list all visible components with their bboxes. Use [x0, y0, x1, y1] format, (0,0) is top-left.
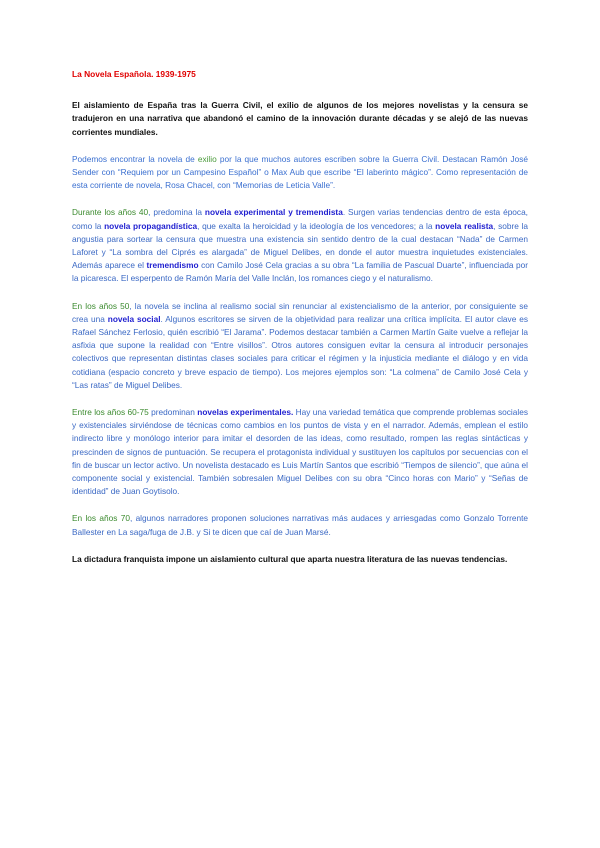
p2-text-b: , predomina la: [148, 207, 205, 218]
p3-text-b: , la novela se inclina al realismo social sin renunciar al existencialismo de la anterior, por consiguiente se crea una: [72, 300, 529, 324]
p2-term-experimental: novela experimental y tremendista: [204, 207, 343, 218]
p4-term-experimentales: novelas experimentales.: [197, 407, 294, 418]
p2-term-propagandistica: novela propagandística: [104, 220, 198, 231]
paragraph-exilio: [72, 153, 528, 193]
paragraph-anos-50: [72, 300, 528, 392]
paragraph-anos-70: [72, 512, 528, 538]
p2-term-tremendismo: tremendismo: [146, 260, 199, 271]
p3-period: En los años 50: [72, 300, 130, 311]
p5-period: En los años 70: [72, 513, 130, 524]
p3-text-d: . Algunos escritores se sirven de la objetividad para realizar una crítica implícita. El autor clave es Rafael Sánchez Ferlosio, quién escribió “El Jarama”. Podemos destacar también a Carmen Martín Gaite vuelve a reflejar la asfixia que supone la realidad con “Entre visillos”. Otros autores consiguen evitar la censura al introducir personajes colectivos que representan distintas clases sociales para criticar el régimen y la injusticia mediante el diálogo y en vida cotidiana (espacio concreto y breve espacio de tiempo). Los mejores ejemplos son: “La colmena” de Camilo José Cela y “Las ratas” de Miguel Delibes.: [72, 313, 528, 390]
paragraph-anos-40: [72, 206, 528, 285]
p1-text-c: por la que muchos autores escriben sobre la Guerra Civil. Destacan Ramón José Sender con “Requiem por un Campesino Español” o Max Aub que escribe “El laberinto mágico”. Como representación de esta corriente de novela, Rosa Chacel, con “Memorias de Leticia Valle”.: [72, 153, 528, 191]
p2-text-f: , que exalta la heroicidad y la ideología de los vencedores; a la: [197, 220, 436, 231]
p2-text-h: , sobre la angustia para sortear la censura que muestra una existencia sin sentido dentro de la cual destacan “Nada” de Carmen Laforet y “La sombra del Ciprés es alargada” de Miguel Delibes, en donde el autor muestra inquietudes existenciales. Además aparece el: [72, 220, 528, 271]
p4-text-d: Hay una variedad temática que comprende problemas sociales y existenciales sirviéndose de técnicas como cambios en los puntos de vista y en el narrador. Además, emplean el estilo indirecto libre y monólogo interior para imitar el desorden de las ideas, como resultado, rompen las reglas sintácticas y prescinden de signos de puntuación. Se recupera el protagonista individual y sustituyen los capítulos por secuencias con el fin de buscar un lector activo. Un novelista destacado es Luis Martín Santos que escribió “Tiempos de silencio”, que aúna el componente social y existencial. También sobresalen Miguel Delibes con su obra “Cinco horas con Mario” y “Señas de identidad” de Juan Goytisolo.: [72, 407, 528, 497]
intro-paragraph: El aislamiento de España tras la Guerra Civil, el exilio de algunos de los mejores novelistas y la censura se tradujeron en una narrativa que abandonó el camino de la innovación durante décadas y se alejó de las nuevas corrientes mundiales.: [72, 100, 528, 137]
p1-exilio-term: exilio: [197, 153, 217, 164]
p2-term-realista: novela realista: [435, 220, 494, 231]
paragraph-anos-60-75: [72, 406, 528, 498]
p4-period: Entre los años 60-75: [72, 407, 149, 418]
p4-text-b: predominan: [148, 407, 198, 418]
p2-text-d: . Surgen varias tendencias dentro de esta época, como la: [72, 207, 528, 231]
document-title: La Novela Española. 1939-1975: [72, 69, 196, 79]
p2-period: Durante los años 40: [72, 207, 149, 218]
p2-text-j: con Camilo José Cela gracias a su obra “La familia de Pascual Duarte”, influenciada por la picaresca. El esperpento de Ramón María del Valle Inclán, los romances ciego y el naturalismo.: [72, 260, 528, 284]
p5-text-b: , algunos narradores proponen soluciones narrativas más audaces y arriesgadas como Gonzalo Torrente Ballester en La saga/fuga de J.B. y Si te dicen que caí de Juan Marsé.: [72, 513, 528, 537]
p1-text-a: Podemos encontrar la novela de: [72, 153, 198, 164]
document-page: [72, 68, 528, 580]
conclusion-paragraph: La dictadura franquista impone un aislamiento cultural que aparta nuestra literatura de las nuevas tendencias.: [72, 553, 508, 564]
p3-term-social: novela social: [107, 313, 161, 324]
